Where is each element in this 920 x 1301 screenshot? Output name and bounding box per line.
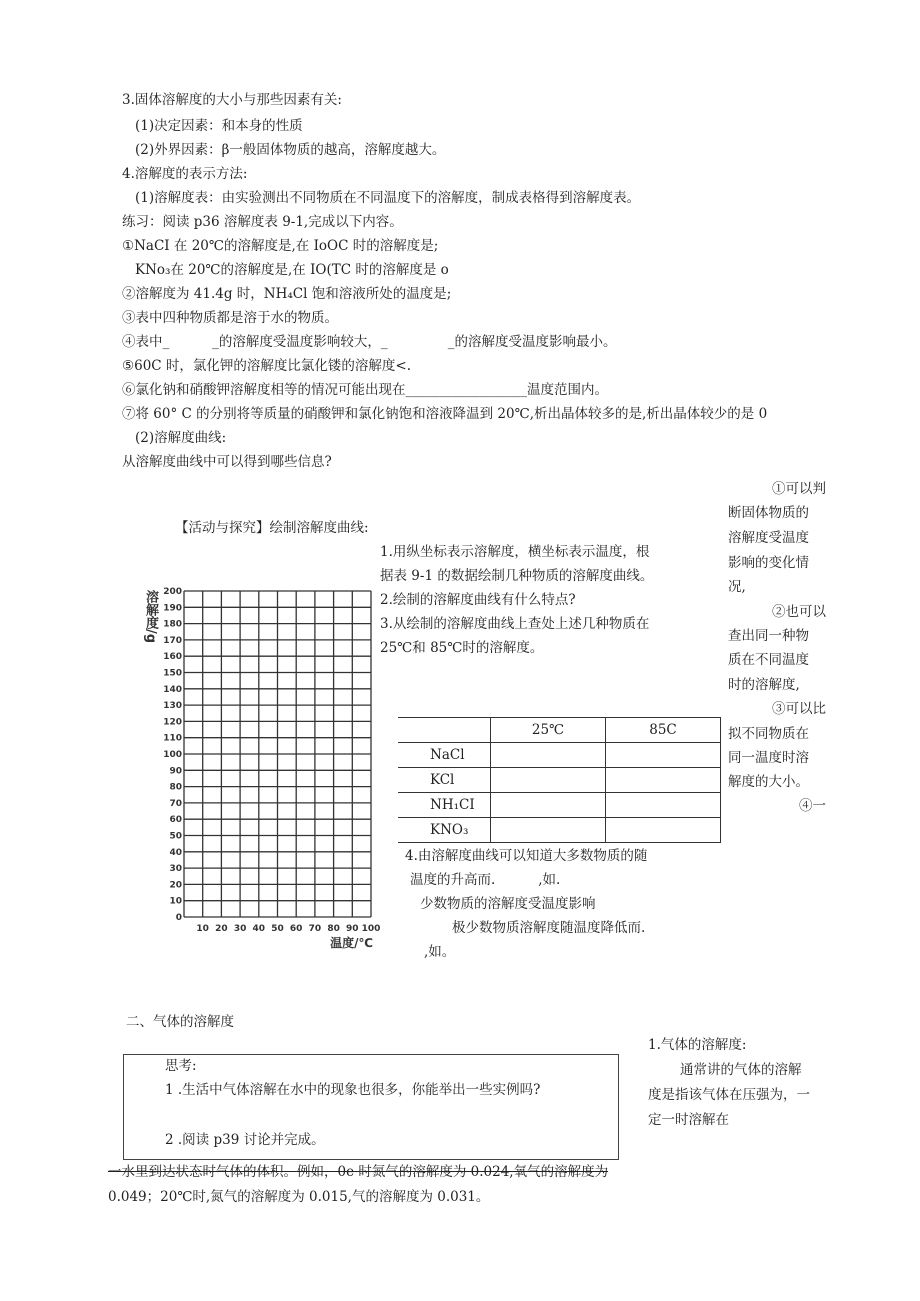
y-tick-label: 50 <box>169 831 182 842</box>
gas-side-line: 1.气体的溶解度: <box>648 1037 747 1053</box>
y-tick-label: 80 <box>169 782 182 793</box>
y-tick-label: 40 <box>169 847 182 858</box>
question-2: ②溶解度为 41.4g 时，NH₄Cl 饱和溶液所处的温度是; <box>122 286 452 302</box>
side-note-line: 溶解度受温度 <box>728 530 809 546</box>
side-note-line: 拟不同物质在 <box>728 726 809 742</box>
y-tick-label: 200 <box>163 587 182 597</box>
table-header-cell: 85C <box>606 718 721 743</box>
point4-line: 少数物质的溶解度受温度影响 <box>420 896 596 912</box>
question-6: ⑥氯化钠和硝酸钾溶解度相等的情况可能出现在__________________温度范围内。 <box>122 382 608 398</box>
think-question-1: 1 .生活中气体溶解在水中的现象也很多，你能举出一些实例吗? <box>165 1082 541 1098</box>
side-note-line: ①可以判 <box>772 481 826 497</box>
y-tick-label: 70 <box>169 798 182 809</box>
x-tick-label: 40 <box>252 924 266 934</box>
side-note-line: 解度的大小。 <box>728 774 809 790</box>
point4-line: ,如。 <box>424 944 456 960</box>
y-tick-label: 90 <box>169 766 182 777</box>
activity-line: 1.用纵坐标表示溶解度，横坐标表示温度，根 <box>380 544 650 560</box>
y-tick-label: 100 <box>163 750 182 760</box>
x-tick-label: 30 <box>233 924 247 934</box>
point4-line: 极少数物质溶解度随温度降低而. <box>452 920 646 936</box>
question-1b: KNo₃在 20℃的溶解度是,在 IO(TC 时的溶解度是 o <box>135 262 449 278</box>
side-note-line: 断固体物质的 <box>728 505 809 521</box>
think-question-2: 2 .阅读 p39 讨论并完成。 <box>165 1132 325 1148</box>
side-note-line: ④一 <box>799 798 826 814</box>
table-row <box>398 743 721 768</box>
substance-label: KCl <box>430 772 455 788</box>
answer-cell[interactable] <box>606 818 721 843</box>
section3-item1: (1)决定因素：和本身的性质 <box>135 118 303 134</box>
curve-question: 从溶解度曲线中可以得到哪些信息? <box>122 454 332 470</box>
x-tick-label: 70 <box>308 924 322 934</box>
y-tick-label: 110 <box>163 733 182 744</box>
side-note-line: 时的溶解度, <box>728 677 800 693</box>
question-1a: ①NaCI 在 20℃的溶解度是,在 IoOC 时的溶解度是; <box>122 238 439 254</box>
x-tick-label: 90 <box>346 924 359 934</box>
exercise-intro: 练习：阅读 p36 溶解度表 9-1,完成以下内容。 <box>122 214 403 230</box>
side-note-line: 况, <box>728 579 746 595</box>
activity-line: 据表 9-1 的数据绘制几种物质的溶解度曲线。 <box>380 568 654 584</box>
side-note-line: 质在不同温度 <box>728 652 809 668</box>
table-row <box>398 768 721 793</box>
x-axis-label: 温度/℃ <box>330 936 373 950</box>
y-tick-label: 190 <box>163 603 182 614</box>
section4-title: 4.溶解度的表示方法: <box>122 166 248 182</box>
gas-side-line: 度是指该气体在压强为，一 <box>648 1087 810 1103</box>
gas-heading: 二、气体的溶解度 <box>126 1014 234 1030</box>
table-header-cell: 25℃ <box>491 718 606 743</box>
x-tick-label: 20 <box>215 924 228 934</box>
question-5: ⑤60C 时，氯化钾的溶解度比氯化镂的溶解度<. <box>122 358 412 374</box>
y-tick-label: 180 <box>163 619 182 630</box>
section3-item2: (2)外界因素：β一般固体物质的越高，溶解度越大。 <box>135 142 446 158</box>
y-tick-label: 120 <box>163 717 182 728</box>
point4-line: 温度的升高而. ,如. <box>410 872 561 888</box>
y-tick-label: 160 <box>163 652 182 663</box>
y-tick-label: 10 <box>169 896 182 907</box>
gas-paragraph-line: 一水里到达状态时气体的体积。例如，0e 时氮气的溶解度为 0.024,氧气的溶解度为 <box>108 1164 609 1180</box>
answer-cell[interactable] <box>491 818 606 843</box>
think-title: 思考: <box>165 1058 197 1074</box>
gas-side-line: 定一时溶解在 <box>648 1112 729 1128</box>
x-tick-label: 100 <box>361 924 381 934</box>
x-tick-label: 50 <box>271 924 284 934</box>
section4-item1: (1)溶解度表：由实验测出不同物质在不同温度下的溶解度，制成表格得到溶解度表。 <box>135 190 641 206</box>
substance-label: KNO₃ <box>430 822 469 838</box>
activity-line: 2.绘制的溶解度曲线有什么特点? <box>380 592 576 608</box>
substance-label: NaCl <box>430 747 465 763</box>
substance-label: NH₁CI <box>430 797 475 813</box>
answer-cell[interactable] <box>606 793 721 818</box>
y-tick-label: 20 <box>169 880 182 891</box>
answer-cell[interactable] <box>491 768 606 793</box>
gas-paragraph-line: 0.049；20℃时,氮气的溶解度为 0.015,气的溶解度为 0.031。 <box>108 1189 490 1205</box>
activity-line: 25℃和 85℃时的溶解度。 <box>380 640 544 656</box>
answer-cell[interactable] <box>606 743 721 768</box>
section3-title: 3.固体溶解度的大小与那些因素有关: <box>122 92 342 108</box>
y-tick-label: 150 <box>163 668 182 679</box>
table-row <box>398 818 721 843</box>
question-7: ⑦将 60° C 的分别将等质量的硝酸钾和氯化钠饱和溶液降温到 20℃,析出晶体较多的是,析出晶体较少的是 0 <box>122 406 768 422</box>
activity-title: 【活动与探究】绘制溶解度曲线: <box>175 520 369 536</box>
side-note-line: ②也可以 <box>772 604 826 620</box>
answer-cell[interactable] <box>606 768 721 793</box>
answer-cell[interactable] <box>491 793 606 818</box>
y-tick-label: 0 <box>175 913 182 923</box>
solubility-table <box>398 717 721 843</box>
point4-line: 4.由溶解度曲线可以知道大多数物质的随 <box>405 848 648 864</box>
side-note-line: 同一温度时溶 <box>728 750 809 766</box>
answer-cell[interactable] <box>491 743 606 768</box>
x-tick-label: 10 <box>196 924 209 934</box>
section4-item2: (2)溶解度曲线: <box>135 430 227 446</box>
table-header-cell <box>398 718 491 743</box>
x-tick-label: 80 <box>327 924 340 934</box>
question-3: ③表中四种物质都是溶于水的物质。 <box>122 310 338 326</box>
side-note-line: ③可以比 <box>772 701 826 717</box>
y-tick-label: 30 <box>169 864 182 875</box>
y-tick-label: 140 <box>163 684 182 695</box>
y-tick-label: 60 <box>169 815 182 826</box>
table-header-row <box>398 718 721 743</box>
y-tick-label: 170 <box>163 635 182 646</box>
side-note-line: 查出同一种物 <box>728 628 809 644</box>
table-row <box>398 793 721 818</box>
solubility-grid-chart <box>140 580 390 950</box>
y-tick-label: 130 <box>163 701 182 712</box>
gas-side-line: 通常讲的气体的溶解 <box>680 1062 802 1078</box>
side-note-line: 影响的变化情 <box>728 555 809 571</box>
x-tick-label: 60 <box>289 924 303 934</box>
question-4: ④表中_ _的溶解度受温度影响较大，_ _的溶解度受温度影响最小。 <box>122 334 617 350</box>
activity-line: 3.从绘制的溶解度曲线上查处上述几种物质在 <box>380 616 650 632</box>
y-axis-label: 溶解度/g <box>143 590 158 644</box>
